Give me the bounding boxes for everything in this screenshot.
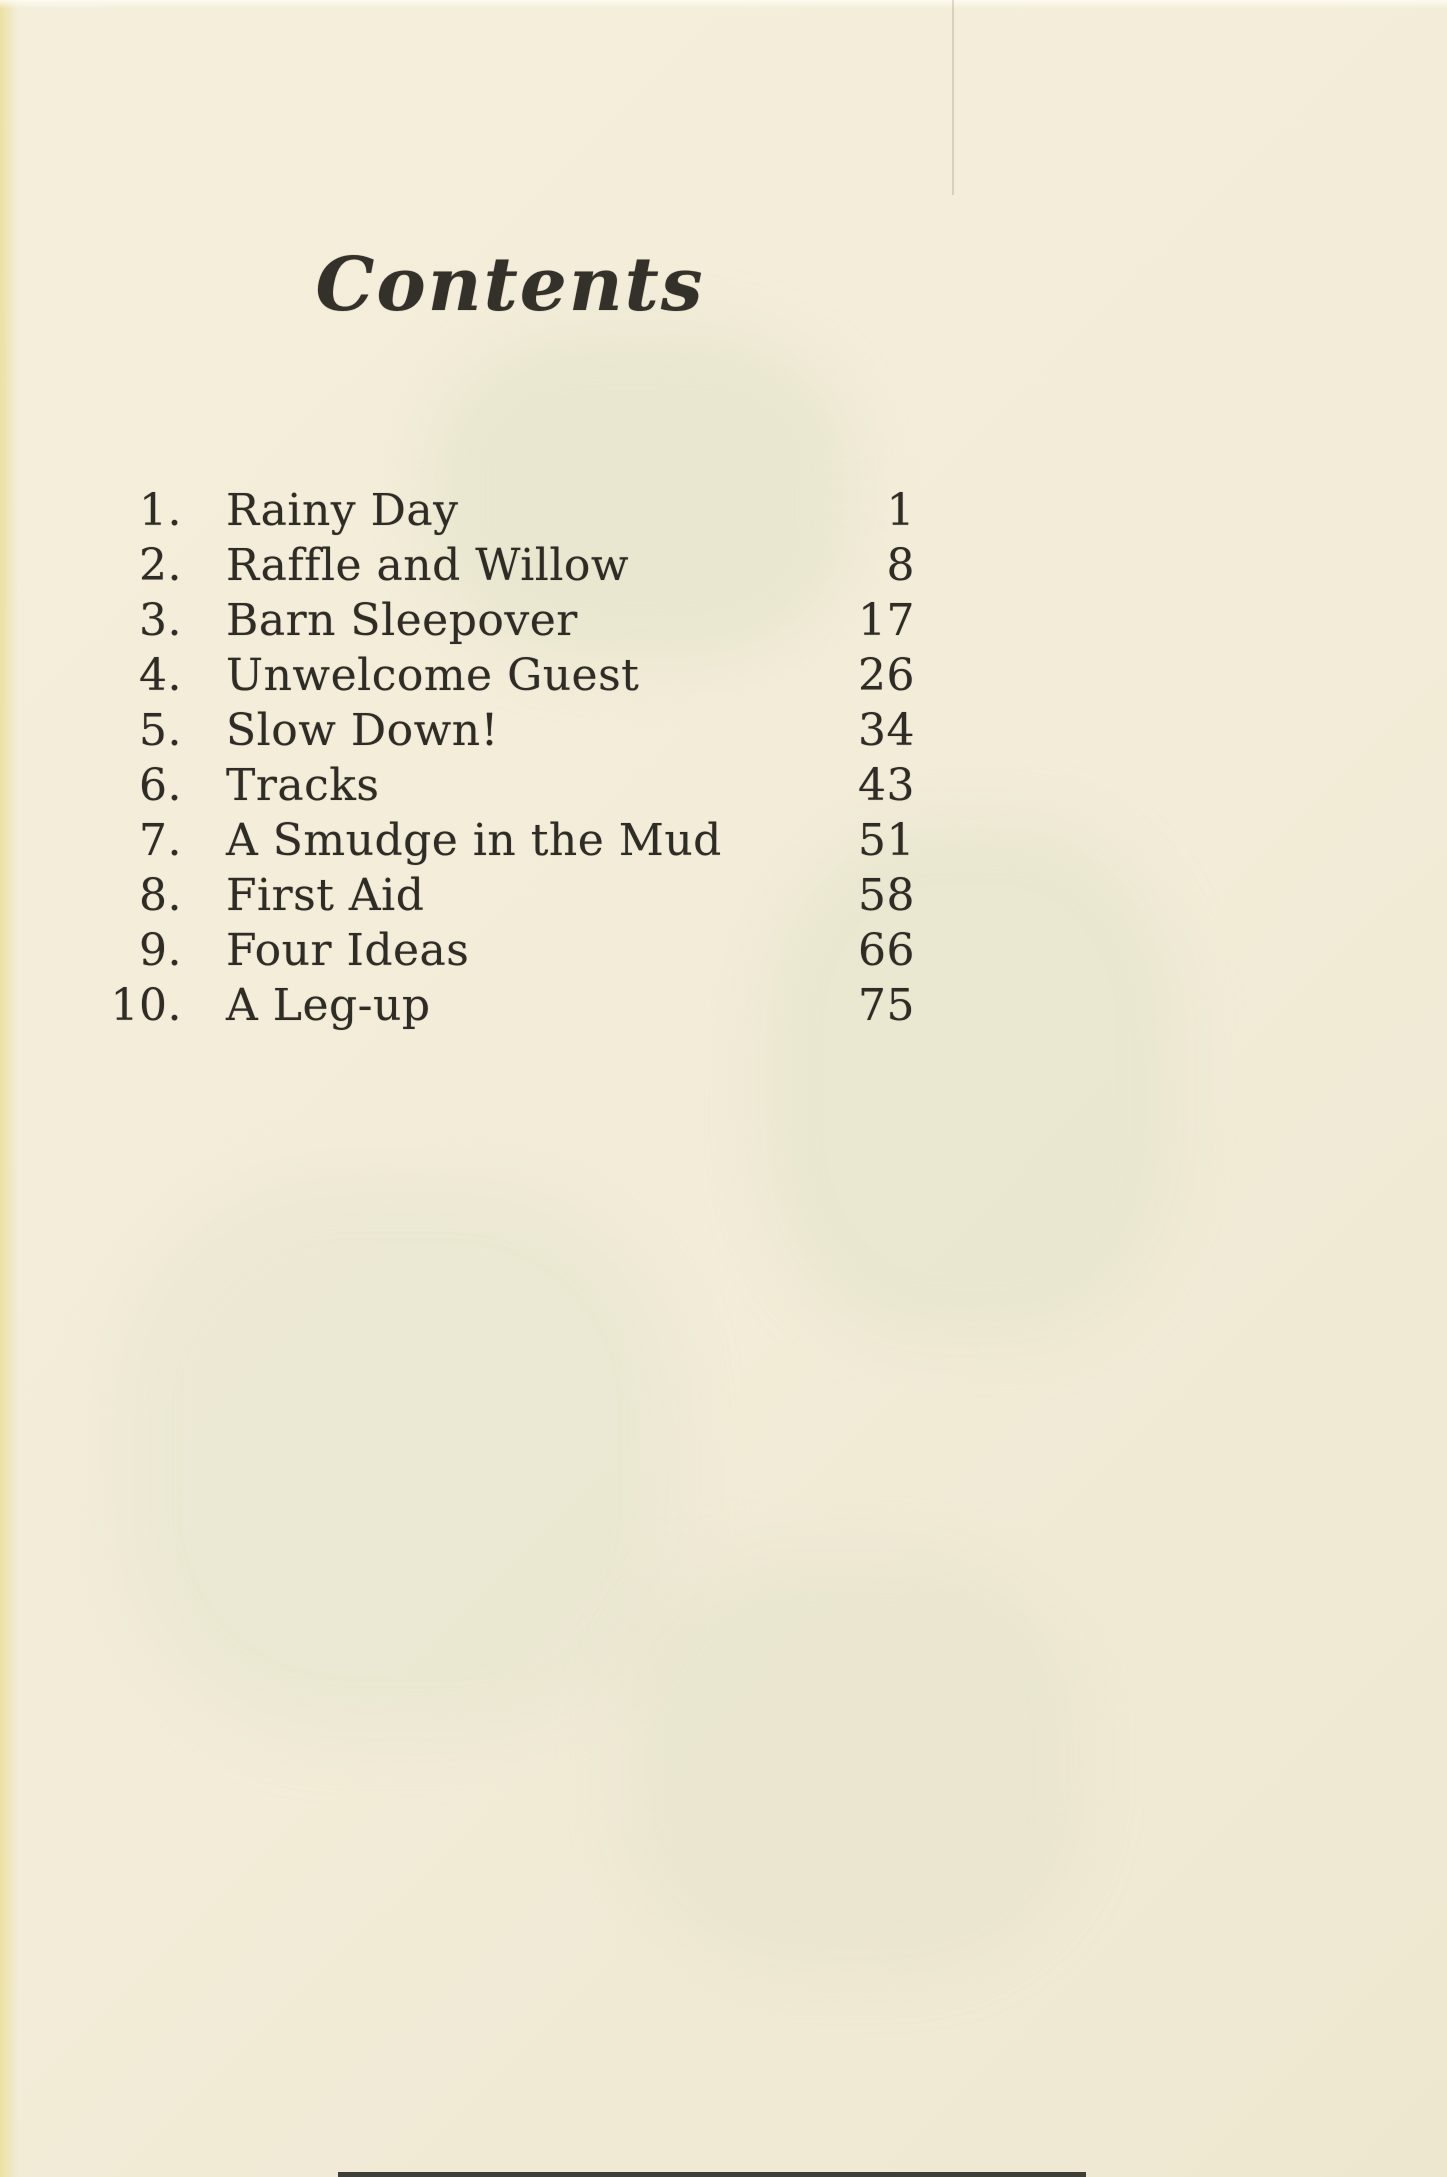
chapter-title: Rainy Day — [226, 485, 459, 536]
toc-row — [100, 868, 915, 923]
chapter-number: 5. — [139, 705, 182, 756]
chapter-title: Barn Sleepover — [226, 595, 578, 646]
toc-row — [100, 648, 915, 703]
bleedthrough-ghost — [620, 1550, 1080, 1970]
chapter-page: 66 — [858, 925, 915, 976]
chapter-number: 10. — [110, 980, 182, 1031]
chapter-title: Raffle and Willow — [226, 540, 630, 591]
chapter-page: 1 — [886, 485, 915, 536]
chapter-page: 75 — [858, 980, 915, 1031]
chapter-title: Four Ideas — [226, 925, 470, 976]
chapter-number: 8. — [139, 870, 182, 921]
toc-row — [100, 923, 915, 978]
page-title: Contents — [315, 242, 705, 328]
chapter-page: 26 — [858, 650, 915, 701]
scan-edge-top — [0, 0, 1447, 9]
chapter-title: Slow Down! — [226, 705, 499, 756]
chapter-page: 51 — [858, 815, 915, 866]
toc-row — [100, 538, 915, 593]
chapter-page: 8 — [886, 540, 915, 591]
chapter-page: 17 — [858, 595, 915, 646]
chapter-number: 3. — [139, 595, 182, 646]
toc-row — [100, 703, 915, 758]
chapter-title: A Leg-up — [226, 980, 431, 1031]
toc-row — [100, 758, 915, 813]
chapter-number: 7. — [139, 815, 182, 866]
scan-edge-bottom — [338, 2172, 1086, 2177]
toc-row — [100, 813, 915, 868]
toc-row — [100, 593, 915, 648]
toc-row — [100, 483, 915, 538]
chapter-title: Unwelcome Guest — [226, 650, 640, 701]
toc-list — [100, 483, 915, 1033]
chapter-number: 2. — [139, 540, 182, 591]
chapter-page: 43 — [858, 760, 915, 811]
chapter-number: 1. — [139, 485, 182, 536]
chapter-page: 34 — [858, 705, 915, 756]
chapter-title: Tracks — [226, 760, 380, 811]
chapter-number: 4. — [139, 650, 182, 701]
chapter-page: 58 — [858, 870, 915, 921]
chapter-title: First Aid — [226, 870, 425, 921]
chapter-title: A Smudge in the Mud — [226, 815, 722, 866]
toc-row — [100, 978, 915, 1033]
chapter-number: 9. — [139, 925, 182, 976]
page-crease — [952, 0, 954, 195]
chapter-number: 6. — [139, 760, 182, 811]
scan-edge-left — [0, 0, 18, 2177]
bleedthrough-ghost — [120, 1180, 680, 1740]
